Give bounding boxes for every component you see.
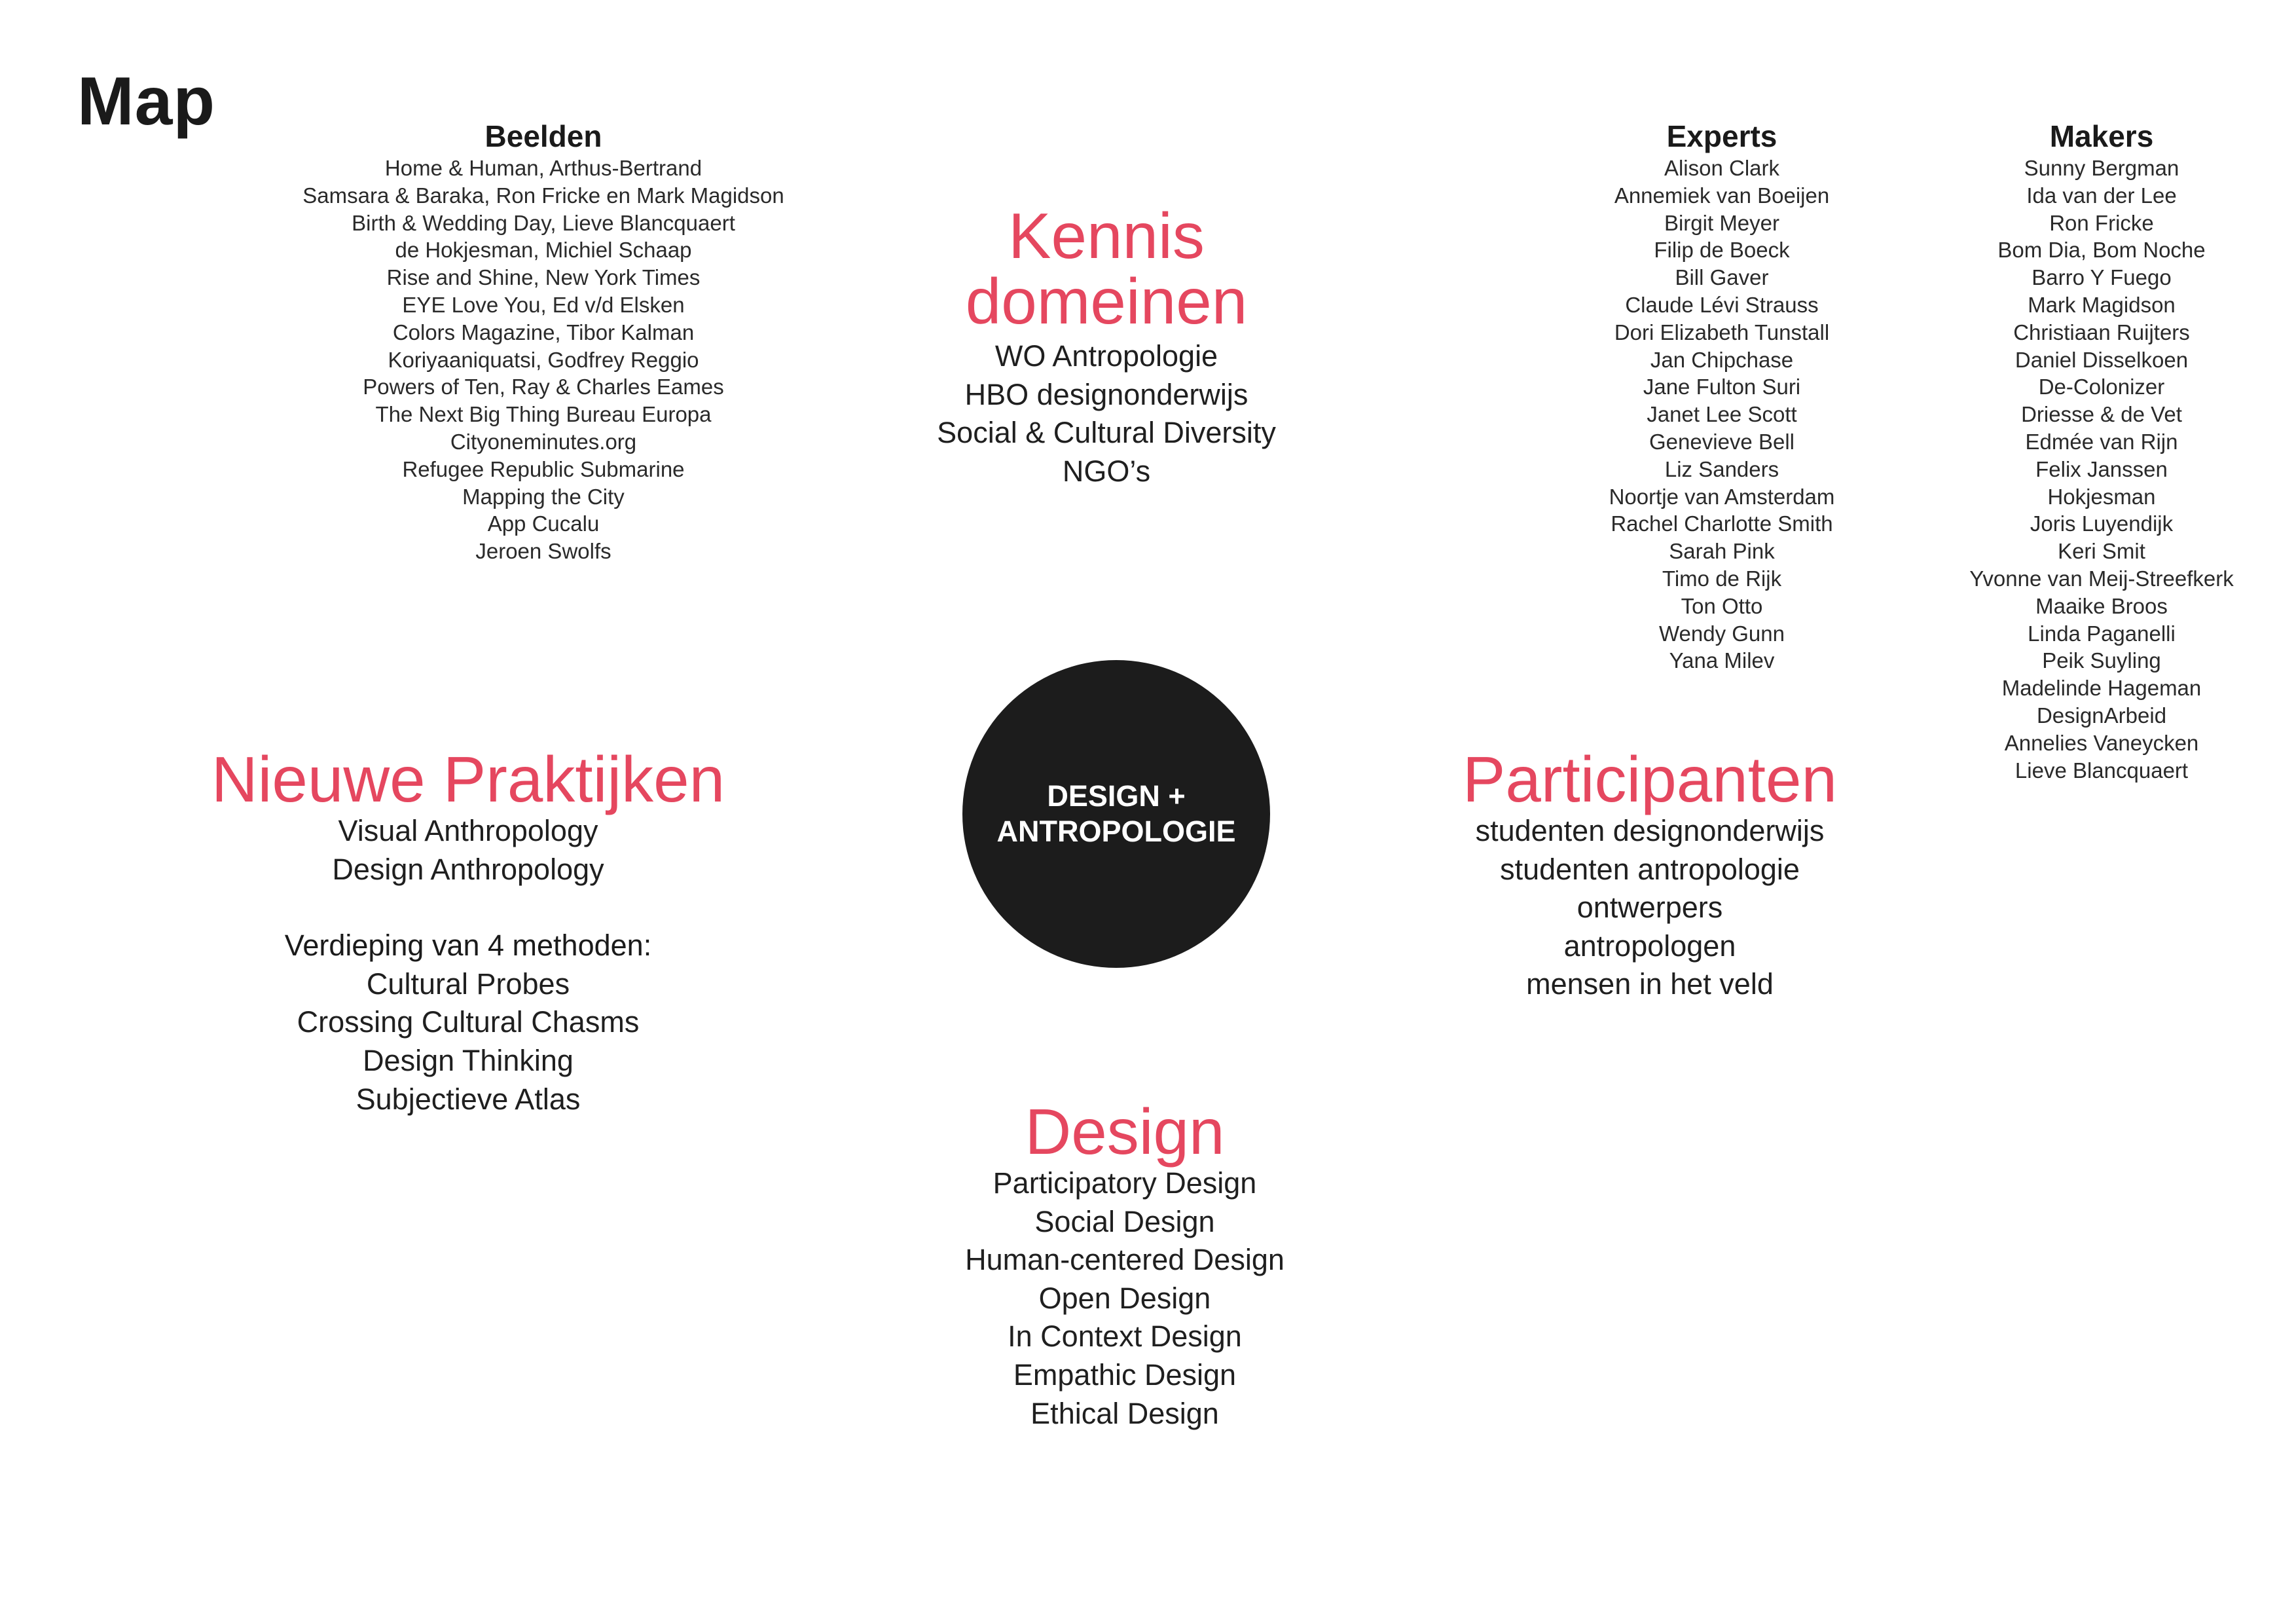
makers-item: Madelinde Hageman	[2001, 676, 2202, 701]
makers-item: Christiaan Ruijters	[2013, 320, 2190, 344]
beelden-item: Jeroen Swolfs	[475, 539, 611, 564]
participanten-item: antropologen	[1563, 929, 1736, 963]
makers-item: Sunny Bergman	[2024, 156, 2179, 180]
design-item: Empathic Design	[1013, 1357, 1237, 1392]
experts-item: Jane Fulton Suri	[1643, 375, 1801, 399]
kennis-item: NGO’s	[1062, 454, 1151, 488]
design-item: Open Design	[1038, 1281, 1211, 1315]
nieuwe-title: Nieuwe Praktijken	[211, 743, 725, 815]
experts-item: Sarah Pink	[1669, 539, 1775, 564]
experts-item: Bill Gaver	[1675, 265, 1769, 290]
experts-heading: Experts	[1666, 119, 1777, 153]
beelden-item: Powers of Ten, Ray & Charles Eames	[363, 375, 724, 399]
design-item: Social Design	[1034, 1204, 1215, 1238]
kennis-section	[845, 200, 1368, 490]
participanten-section	[1388, 743, 1912, 1004]
makers-heading: Makers	[2049, 119, 2154, 153]
beelden-item: Koriyaaniquatsi, Godfrey Reggio	[388, 347, 699, 372]
method-item: Cultural Probes	[366, 967, 570, 1001]
kennis-item: WO Antropologie	[994, 339, 1218, 373]
makers-item: Joris Luyendijk	[2030, 511, 2174, 536]
makers-item: Peik Suyling	[2042, 648, 2161, 673]
methods-list	[141, 965, 795, 1118]
experts-item: Alison Clark	[1664, 156, 1780, 180]
experts-item: Annemiek van Boeijen	[1614, 183, 1830, 208]
participanten-item: ontwerpers	[1576, 891, 1723, 925]
makers-item: Felix Janssen	[2035, 456, 2168, 481]
experts-item: Wendy Gunn	[1658, 621, 1785, 646]
makers-item: Annelies Vaneycken	[2004, 730, 2199, 755]
experts-item: Janet Lee Scott	[1647, 402, 1797, 427]
experts-item: Yana Milev	[1669, 648, 1775, 673]
experts-list	[1519, 155, 1925, 674]
makers-item: Mark Magidson	[2028, 292, 2176, 317]
method-item: Design Thinking	[363, 1043, 574, 1077]
makers-item: Maaike Broos	[2035, 593, 2168, 618]
beelden-item: Mapping the City	[462, 484, 625, 509]
beelden-heading: Beelden	[484, 119, 602, 153]
beelden-item: de Hokjesman, Michiel Schaap	[395, 238, 692, 263]
nieuwe-section	[141, 743, 795, 1118]
experts-item: Ton Otto	[1681, 593, 1763, 618]
design-item: In Context Design	[1008, 1320, 1242, 1354]
participanten-title: Participanten	[1462, 743, 1838, 815]
method-item: Crossing Cultural Chasms	[297, 1005, 640, 1039]
methods-heading: Verdieping van 4 methoden:	[284, 929, 652, 963]
beelden-item: Samsara & Baraka, Ron Fricke en Mark Magidson	[302, 183, 784, 208]
makers-item: Daniel Disselkoen	[2014, 347, 2189, 372]
experts-item: Rachel Charlotte Smith	[1611, 511, 1833, 536]
experts-item: Genevieve Bell	[1649, 429, 1795, 454]
participanten-item: mensen in het veld	[1526, 967, 1774, 1001]
participanten-item: studenten antropologie	[1500, 852, 1800, 886]
center-circle	[962, 660, 1270, 968]
design-item: Ethical Design	[1030, 1396, 1219, 1430]
beelden-item: Rise and Shine, New York Times	[386, 265, 701, 290]
experts-section	[1519, 118, 1925, 674]
kennis-title: Kennis domeinen	[965, 200, 1248, 337]
makers-list	[1918, 155, 2285, 784]
beelden-item: Birth & Wedding Day, Lieve Blancquaert	[352, 210, 735, 235]
beelden-item: EYE Love You, Ed v/d Elsken	[402, 292, 685, 317]
kennis-list	[845, 337, 1368, 490]
beelden-item: The Next Big Thing Bureau Europa	[375, 402, 712, 427]
experts-item: Birgit Meyer	[1664, 210, 1780, 235]
makers-item: De-Colonizer	[2038, 375, 2165, 399]
kennis-item: Social & Cultural Diversity	[937, 416, 1276, 450]
page-title: Map	[77, 64, 215, 139]
experts-item: Noortje van Amsterdam	[1609, 484, 1835, 509]
design-section	[863, 1096, 1387, 1433]
participanten-list	[1388, 812, 1912, 1004]
makers-item: Ida van der Lee	[2026, 183, 2177, 208]
makers-item: Ron Fricke	[2049, 210, 2154, 235]
beelden-item: Colors Magazine, Tibor Kalman	[392, 320, 695, 344]
makers-item: Hokjesman	[2047, 484, 2156, 509]
experts-item: Liz Sanders	[1664, 456, 1779, 481]
experts-item: Jan Chipchase	[1650, 347, 1794, 372]
kennis-item: HBO designonderwijs	[964, 377, 1248, 411]
makers-section	[1918, 118, 2285, 784]
design-item: Participatory Design	[993, 1166, 1257, 1200]
beelden-item: Refugee Republic Submarine	[402, 456, 685, 481]
beelden-item: Home & Human, Arthus-Bertrand	[384, 156, 702, 180]
design-title: Design	[1025, 1096, 1225, 1168]
nieuwe-item: Visual Anthropology	[338, 814, 598, 847]
makers-item: DesignArbeid	[2036, 703, 2167, 728]
center-label: DESIGN + ANTROPOLOGIE	[996, 779, 1236, 848]
makers-item: Linda Paganelli	[2028, 621, 2176, 646]
nieuwe-list	[141, 812, 795, 889]
makers-item: Driesse & de Vet	[2021, 402, 2182, 427]
experts-item: Timo de Rijk	[1662, 566, 1782, 591]
beelden-list	[216, 155, 871, 565]
makers-item: Keri Smit	[2058, 539, 2145, 564]
beelden-item: Cityoneminutes.org	[450, 429, 637, 454]
makers-item: Lieve Blancquaert	[2014, 758, 2189, 783]
method-item: Subjectieve Atlas	[355, 1082, 581, 1116]
experts-item: Dori Elizabeth Tunstall	[1614, 320, 1830, 344]
beelden-item: App Cucalu	[487, 511, 600, 536]
makers-item: Edmée van Rijn	[2025, 429, 2178, 454]
experts-item: Claude Lévi Strauss	[1625, 292, 1819, 317]
beelden-section	[216, 118, 871, 565]
design-list	[863, 1164, 1387, 1433]
experts-item: Filip de Boeck	[1654, 238, 1790, 263]
makers-item: Yvonne van Meij-Streefkerk	[1969, 566, 2234, 591]
nieuwe-item: Design Anthropology	[332, 852, 604, 886]
design-item: Human-centered Design	[965, 1243, 1285, 1277]
makers-item: Bom Dia, Bom Noche	[1997, 238, 2206, 263]
participanten-item: studenten designonderwijs	[1475, 814, 1825, 847]
makers-item: Barro Y Fuego	[2032, 265, 2172, 290]
